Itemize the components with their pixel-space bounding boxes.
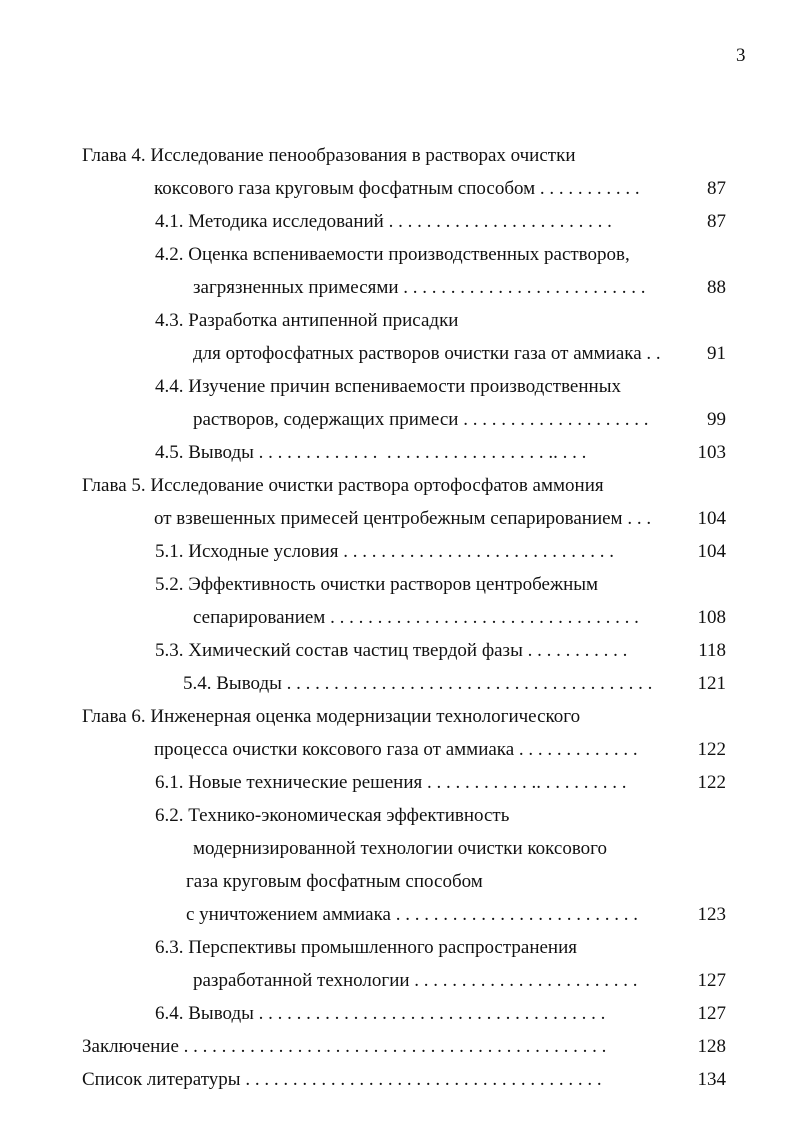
toc-entry: для ортофосфатных растворов очистки газа от аммиака . . (193, 343, 661, 364)
toc-entry: Глава 5. Исследование очистки раствора ортофосфатов аммония (82, 475, 604, 496)
toc-entry: 5.4. Выводы . . . . . . . . . . . . . . . . . . . . . . . . . . . . . . . . . . . . . . . (183, 673, 653, 694)
toc-entry: сепарированием . . . . . . . . . . . . . . . . . . . . . . . . . . . . . . . . . (193, 607, 639, 628)
toc-entry: коксового газа круговым фосфатным способом . . . . . . . . . . . (154, 178, 640, 199)
toc-page-number: 108 (697, 607, 726, 628)
toc-entry: 4.1. Методика исследований . . . . . . . . . . . . . . . . . . . . . . . . (155, 211, 612, 232)
page-number: 3 (736, 45, 746, 66)
toc-page-number: 122 (697, 772, 726, 793)
toc-entry: 6.2. Технико-экономическая эффективность (155, 805, 510, 826)
toc-entry: Глава 4. Исследование пенообразования в растворах очистки (82, 145, 576, 166)
toc-entry: 6.4. Выводы . . . . . . . . . . . . . . . . . . . . . . . . . . . . . . . . . . . . . (155, 1003, 606, 1024)
toc-page-number: 99 (707, 409, 726, 430)
toc-page-number: 91 (707, 343, 726, 364)
toc-entry: 4.4. Изучение причин вспениваемости производственных (155, 376, 621, 397)
toc-page-number: 87 (707, 178, 726, 199)
toc-page-number: 134 (697, 1069, 726, 1090)
toc-page-number: 127 (697, 970, 726, 991)
toc-entry: 6.3. Перспективы промышленного распространения (155, 937, 578, 958)
toc-page-number: 103 (697, 442, 726, 463)
toc-page-number: 87 (707, 211, 726, 232)
toc-entry: 5.3. Химический состав частиц твердой фазы . . . . . . . . . . . (155, 640, 628, 661)
toc-page-number: 104 (697, 508, 726, 529)
toc-entry: 6.1. Новые технические решения . . . . . . . . . . . .. . . . . . . . . . (155, 772, 627, 793)
toc-page-number: 127 (697, 1003, 726, 1024)
toc-entry: загрязненных примесями . . . . . . . . . . . . . . . . . . . . . . . . . . (193, 277, 646, 298)
toc-entry: от взвешенных примесей центробежным сепарированием . . . (154, 508, 652, 529)
toc-entry: с уничтожением аммиака . . . . . . . . . . . . . . . . . . . . . . . . . . (186, 904, 638, 925)
toc-page-number: 118 (698, 640, 726, 661)
toc-entry: 4.3. Разработка антипенной присадки (155, 310, 459, 331)
toc-entry: Глава 6. Инженерная оценка модернизации технологического (82, 706, 581, 727)
toc-page-number: 121 (697, 673, 726, 694)
toc-entry: Список литературы . . . . . . . . . . . . . . . . . . . . . . . . . . . . . . . . . . . . . . (82, 1069, 602, 1090)
toc-page-number: 123 (697, 904, 726, 925)
toc-entry: 4.5. Выводы . . . . . . . . . . . . . . . . . . . . . . . . . . . . . . .. . . . (155, 442, 587, 463)
toc-page-number: 128 (697, 1036, 726, 1057)
toc-entry: разработанной технологии . . . . . . . . . . . . . . . . . . . . . . . . (193, 970, 638, 991)
toc-entry: процесса очистки коксового газа от аммиака . . . . . . . . . . . . . (154, 739, 638, 760)
toc-entry: 5.1. Исходные условия . . . . . . . . . . . . . . . . . . . . . . . . . . . . . (155, 541, 614, 562)
toc-entry: растворов, содержащих примеси . . . . . . . . . . . . . . . . . . . . (193, 409, 649, 430)
toc-entry: газа круговым фосфатным способом (186, 871, 483, 892)
toc-page-number: 104 (697, 541, 726, 562)
toc-page-number: 122 (697, 739, 726, 760)
toc-entry: модернизированной технологии очистки коксового (193, 838, 607, 859)
toc-entry: 5.2. Эффективность очистки растворов центробежным (155, 574, 599, 595)
toc-page-number: 88 (707, 277, 726, 298)
toc-entry: 4.2. Оценка вспениваемости производственных растворов, (155, 244, 630, 265)
toc-entry: Заключение . . . . . . . . . . . . . . . . . . . . . . . . . . . . . . . . . . . . . . . . . . . . . (82, 1036, 607, 1057)
